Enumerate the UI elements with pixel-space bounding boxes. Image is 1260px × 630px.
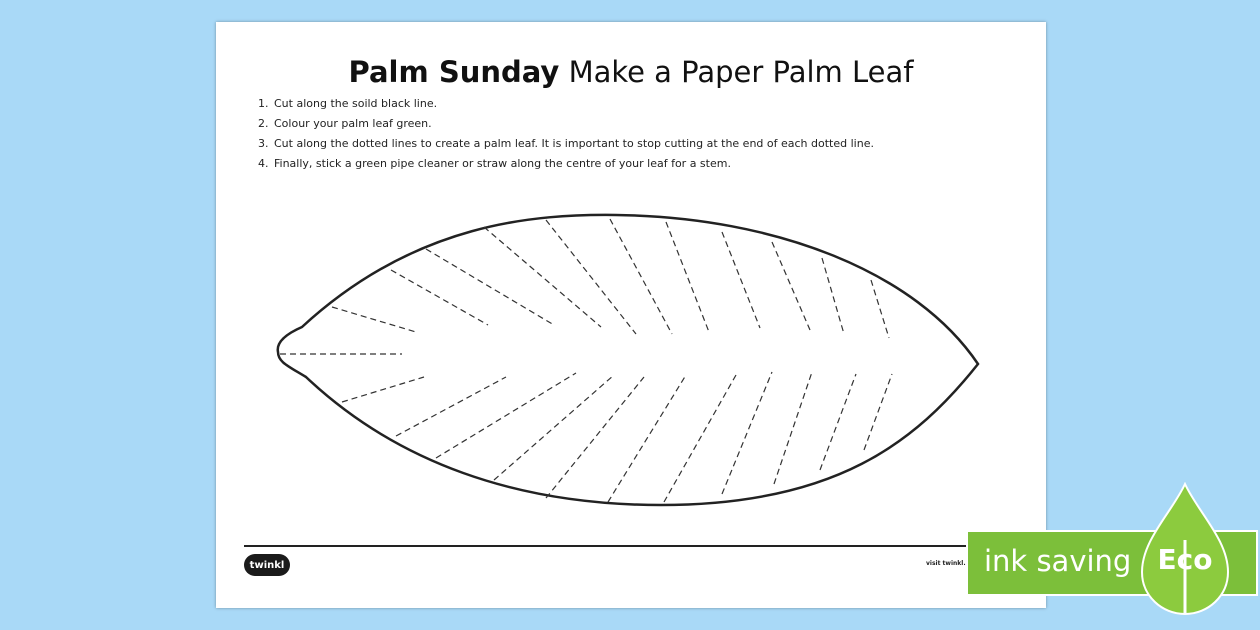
title-rest: Make a Paper Palm Leaf <box>568 55 914 89</box>
instruction-step-1: 1. Cut along the soild black line. <box>272 94 874 114</box>
eco-label: Eco <box>1157 543 1213 576</box>
leaf-solid-cut-line <box>278 215 978 505</box>
title-bold: Palm Sunday <box>348 55 560 89</box>
visit-link-text: visit twinkl. <box>926 560 966 567</box>
ink-saving-label: ink saving <box>984 544 1132 578</box>
instruction-step-2: 2. Colour your palm leaf green. <box>272 114 874 134</box>
instruction-step-4: 4. Finally, stick a green pipe cleaner or straw along the centre of your leaf for a stem. <box>272 154 874 174</box>
palm-leaf-outline <box>216 22 1046 608</box>
instruction-step-3: 3. Cut along the dotted lines to create a palm leaf. It is important to stop cutting at the end of each dotted line. <box>272 134 874 154</box>
leaf-dotted-cut-lines <box>280 219 892 502</box>
footer-divider <box>244 545 1018 547</box>
worksheet-page <box>216 22 1046 608</box>
twinkl-logo: twinkl <box>244 554 290 576</box>
